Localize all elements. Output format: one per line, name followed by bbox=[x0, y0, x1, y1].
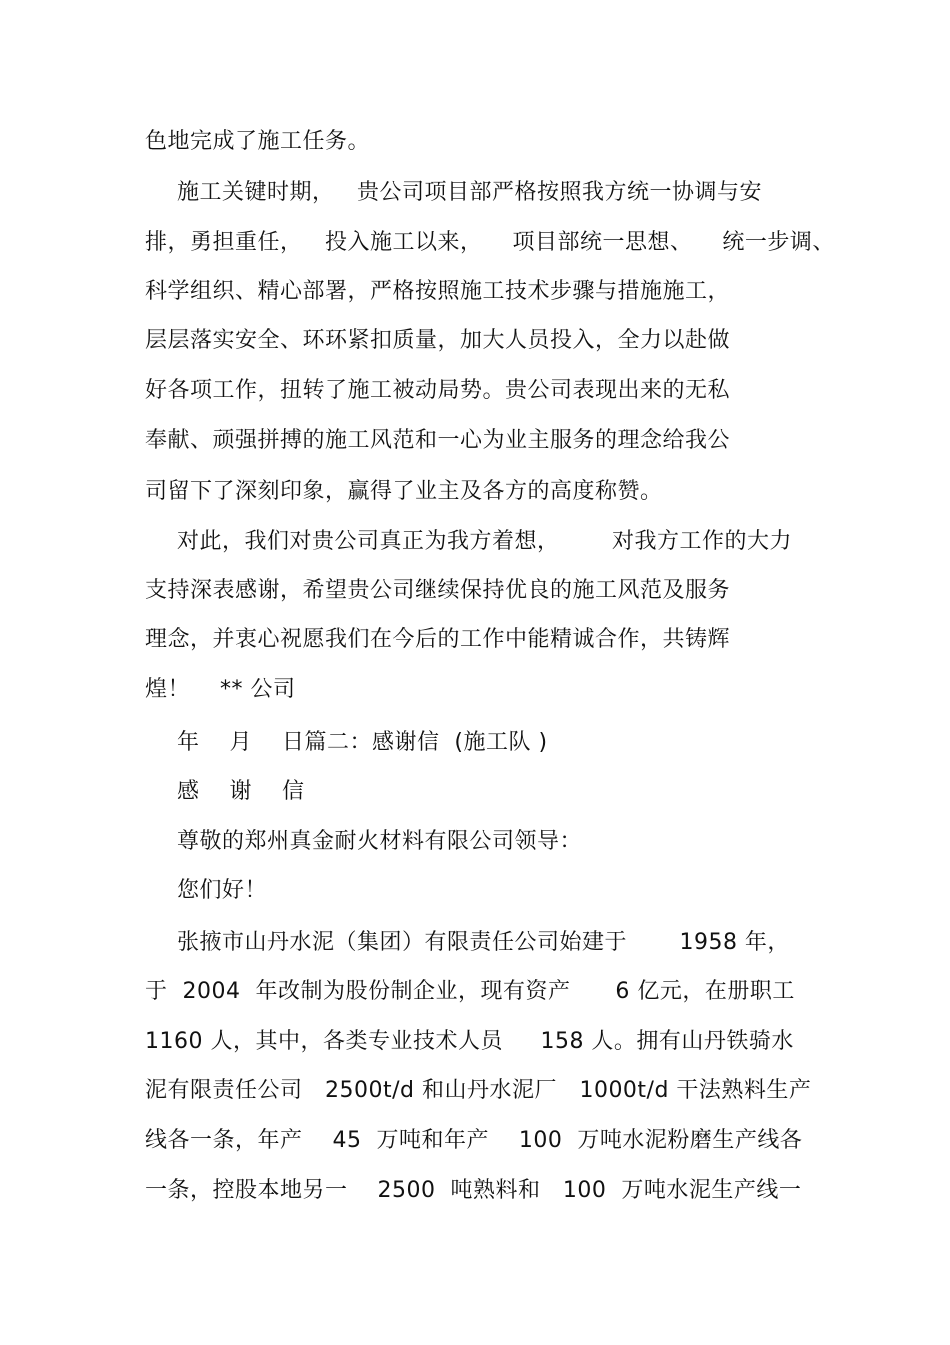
text-line: 泥有限责任公司 2500t/d 和山丹水泥厂 1000t/d 干法熟料生产 bbox=[145, 1078, 812, 1103]
salutation: 尊敬的郑州真金耐火材料有限公司领导： bbox=[177, 829, 583, 854]
text-line: 科学组织、精心部署，严格按照施工技术步骤与措施施工， bbox=[145, 279, 731, 304]
text-line: 支持深表感谢，希望贵公司继续保持优良的施工风范及服务 bbox=[145, 578, 731, 603]
text-line: 1160 人，其中，各类专业技术人员 158 人。拥有山丹铁骑水 bbox=[145, 1029, 794, 1054]
text-line: 理念，并衷心祝愿我们在今后的工作中能精诚合作，共铸辉 bbox=[145, 627, 731, 652]
text-line: 层层落实安全、环环紧扣质量，加大人员投入，全力以赴做 bbox=[145, 328, 731, 353]
text-line: 奉献、顽强拼搏的施工风范和一心为业主服务的理念给我公 bbox=[145, 428, 731, 453]
greeting: 您们好！ bbox=[177, 878, 268, 903]
text-line: 张掖市山丹水泥（集团）有限责任公司始建于 1958 年， bbox=[177, 930, 790, 955]
text-line: 色地完成了施工任务。 bbox=[145, 129, 371, 154]
text-line: 煌！ ** 公司 bbox=[145, 677, 296, 702]
text-line: 司留下了深刻印象，赢得了业主及各方的高度称赞。 bbox=[145, 479, 663, 504]
text-line: 于 2004 年改制为股份制企业，现有资产 6 亿元，在册职工 bbox=[145, 979, 795, 1004]
text-line: 施工关键时期， 贵公司项目部严格按照我方统一协调与安 bbox=[177, 180, 762, 205]
text-line: 线各一条，年产 45 万吨和年产 100 万吨水泥粉磨生产线各 bbox=[145, 1128, 803, 1153]
text-line: 好各项工作，扭转了施工被动局势。贵公司表现出来的无私 bbox=[145, 378, 731, 403]
letter-title: 感 谢 信 bbox=[177, 779, 305, 804]
date-heading-line: 年 月 日篇二：感谢信 (施工队 ) bbox=[177, 730, 548, 755]
text-line: 排，勇担重任， 投入施工以来， 项目部统一思想、 统一步调、 bbox=[145, 230, 835, 255]
text-line: 对此，我们对贵公司真正为我方着想， 对我方工作的大力 bbox=[177, 529, 792, 554]
text-line: 一条，控股本地另一 2500 吨熟料和 100 万吨水泥生产线一 bbox=[145, 1178, 802, 1203]
